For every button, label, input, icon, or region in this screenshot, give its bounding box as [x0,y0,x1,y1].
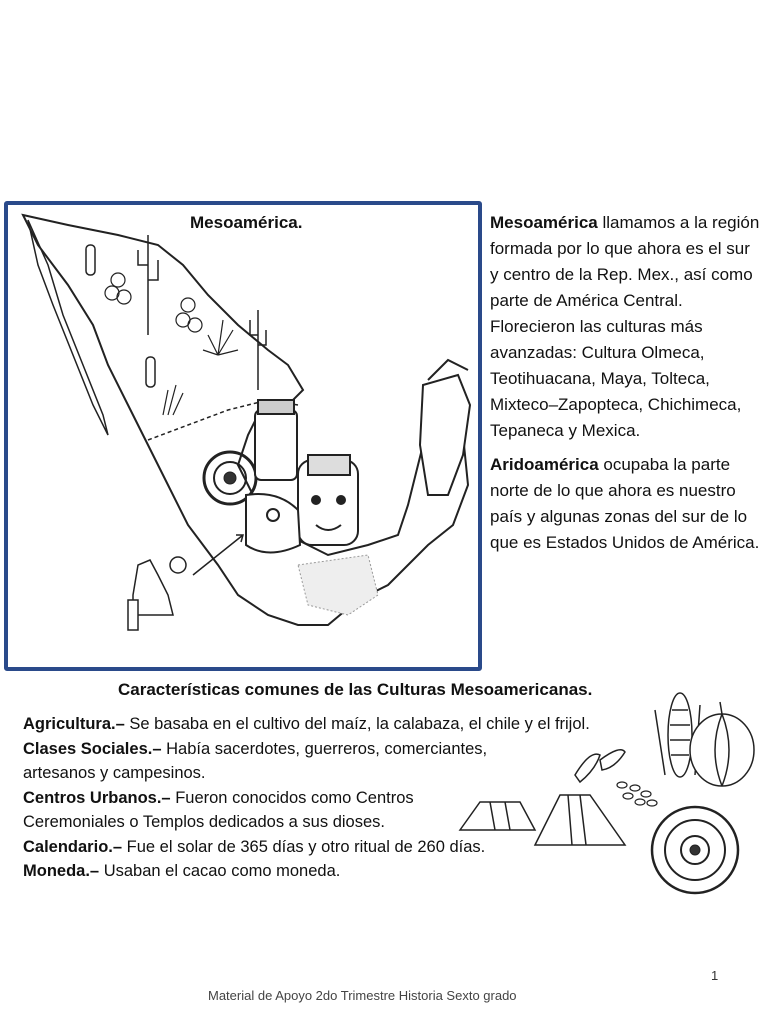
page-number: 1 [711,968,719,983]
decorative-illustrations [450,690,760,915]
mesoamerica-paragraph [490,210,762,444]
term-aridoamerica: Aridoamérica [490,455,599,474]
stippled-region [298,555,378,615]
item-text: Fue el solar de 365 días y otro ritual de 260 días. [122,837,486,856]
quetzalcoatl-icon [246,494,300,553]
term-mesoamerica: Mesoamérica [490,213,598,232]
pyramid-icon [460,795,625,845]
mexico-map-illustration [8,205,478,667]
item-text: artesanos y campesinos. [23,764,206,782]
plant-icon [105,273,238,415]
mesoamerica-description: llamamos a la región formada por lo que ahora es el sur y centro de la Rep. Mex., así como parte de América Central. Florecieron las culturas más avanzadas: Cultura Olmeca, Teotihuacana, Maya, Tolteca, Mixteco–Zapopteca, Chichimeca, Tepaneca y Mexica. [490,213,760,440]
page-footer: Material de Apoyo 2do Trimestre Historia Sexto grado [208,988,517,1003]
beans-icon [617,782,657,806]
item-term: Calendario.– [23,837,123,856]
map-title: Mesoamérica. [190,213,303,232]
olmec-head-icon [298,455,358,545]
characteristics-title: Características comunes de las Culturas Mesoamericanas. [118,680,593,699]
aridoamerica-description: ocupaba la parte norte de lo que ahora es nuestro país y algunas zonas del sur de lo que es Estados Unidos de América. [490,455,760,552]
map-outline [23,215,468,625]
aztec-calendar-icon [652,807,738,893]
chile-icon [575,750,625,782]
toltec-warrior-icon [255,400,297,480]
item-term: Centros Urbanos.– [23,788,171,807]
seated-figure-icon [128,557,186,630]
baja-california [28,220,108,435]
maya-figure-icon [420,360,470,495]
item-term: Agricultura.– [23,715,125,733]
item-text: Fueron conocidos como Centros [170,788,414,807]
item-text: Se basaba en el cultivo del maíz, la calabaza, el chile y el frijol. [124,715,590,733]
item-text: Usaban el cacao como moneda. [99,862,341,880]
aridoamerica-paragraph [490,452,762,556]
item-text: Ceremoniales o Templos dedicados a sus dioses. [23,813,385,831]
item-term: Clases Sociales.– [23,739,162,758]
item-text: Había sacerdotes, guerreros, comerciantes, [161,739,488,758]
intro-text [490,210,762,564]
item-term: Moneda.– [23,862,100,880]
